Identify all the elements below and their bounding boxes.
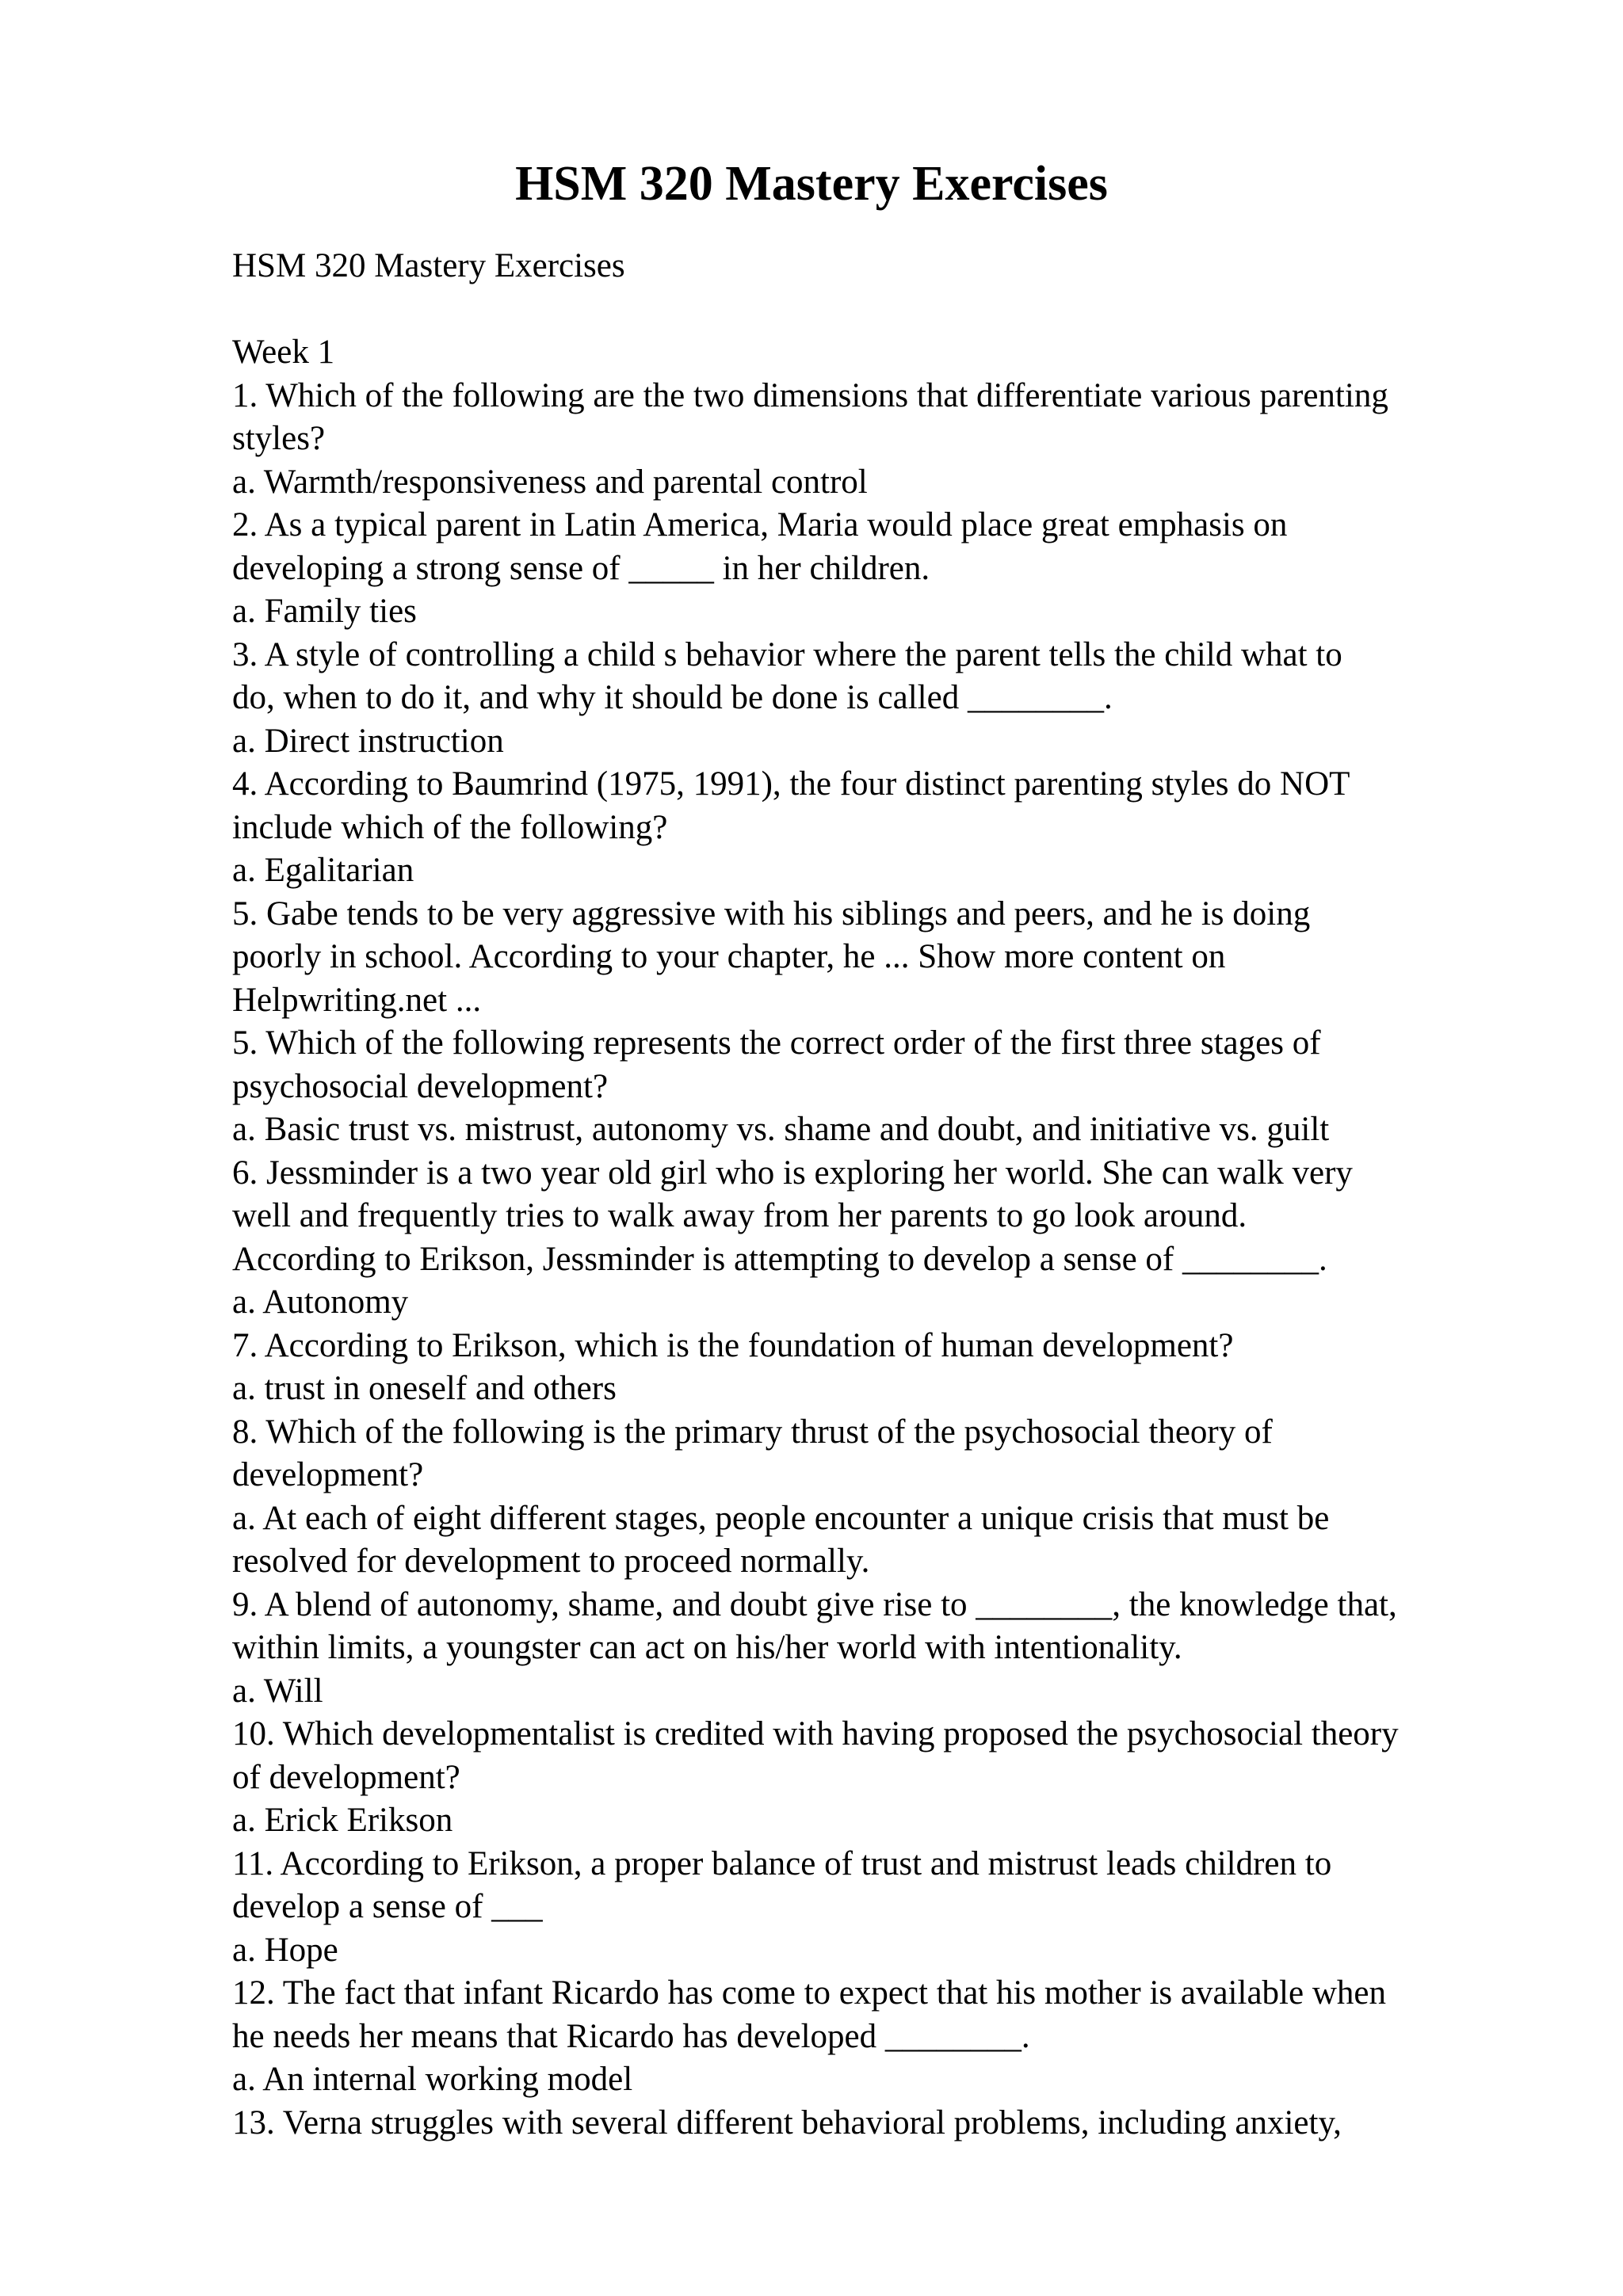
text-line: a. Egalitarian — [232, 852, 414, 889]
week-heading: Week 1 — [232, 334, 335, 371]
text-line: psychosocial development? — [232, 1067, 609, 1105]
text-line: a. Will — [232, 1672, 323, 1710]
text-line: do, when to do it, and why it should be done is called ________. — [232, 679, 1113, 716]
text-line: include which of the following? — [232, 808, 668, 846]
text-line: 7. According to Erikson, which is the foundation of human development? — [232, 1326, 1234, 1364]
text-line: develop a sense of ___ — [232, 1888, 543, 1925]
document-body — [232, 245, 1532, 2145]
text-line: he needs her means that Ricardo has developed ________. — [232, 2017, 1030, 2055]
paragraph-spacer — [232, 288, 1532, 332]
text-line: a. Hope — [232, 1931, 338, 1969]
text-line: Helpwriting.net ... — [232, 981, 482, 1019]
text-line: a. Autonomy — [232, 1283, 409, 1321]
document-title: HSM 320 Mastery Exercises — [515, 157, 1108, 211]
text-line: styles? — [232, 420, 326, 457]
text-line: a. Direct instruction — [232, 722, 504, 760]
text-line: resolved for development to proceed normally. — [232, 1543, 870, 1580]
text-line: a. An internal working model — [232, 2061, 633, 2098]
text-line: a. Family ties — [232, 593, 417, 630]
text-line: a. Basic trust vs. mistrust, autonomy vs. shame and doubt, and initiative vs. guilt — [232, 1111, 1330, 1148]
text-line: 2. As a typical parent in Latin America, Maria would place great emphasis on — [232, 506, 1288, 543]
text-line: a. Erick Erikson — [232, 1802, 453, 1839]
text-line: 11. According to Erikson, a proper balance of trust and mistrust leads children to — [232, 1844, 1332, 1882]
text-line: 6. Jessminder is a two year old girl who is exploring her world. She can walk very — [232, 1154, 1353, 1192]
text-line: developing a strong sense of _____ in her children. — [232, 549, 930, 587]
question-list — [232, 375, 1532, 2145]
text-line: 13. Verna struggles with several different behavioral problems, including anxiety, — [232, 2103, 1342, 2142]
text-line: 12. The fact that infant Ricardo has come to expect that his mother is available when — [232, 1974, 1386, 2012]
text-line: 5. Which of the following represents the correct order of the first three stages of — [232, 1024, 1321, 1062]
text-line: poorly in school. According to your chapter, he ... Show more content on — [232, 938, 1226, 975]
text-line: well and frequently tries to walk away from her parents to go look around. — [232, 1197, 1247, 1234]
text-line: 4. According to Baumrind (1975, 1991), the four distinct parenting styles do NOT — [232, 765, 1350, 803]
text-line: 9. A blend of autonomy, shame, and doubt give rise to ________, the knowledge that, — [232, 1585, 1397, 1623]
text-line: 10. Which developmentalist is credited with having proposed the psychosocial theory — [232, 1715, 1399, 1753]
text-line: According to Erikson, Jessminder is attempting to develop a sense of ________. — [232, 1240, 1327, 1278]
text-line: 3. A style of controlling a child s behavior where the parent tells the child what to — [232, 635, 1342, 673]
text-line: 5. Gabe tends to be very aggressive with his siblings and peers, and he is doing — [232, 894, 1311, 933]
text-line: a. trust in oneself and others — [232, 1370, 617, 1407]
text-line: of development? — [232, 1758, 460, 1796]
text-line: a. Warmth/responsiveness and parental control — [232, 463, 868, 501]
text-line: a. At each of eight different stages, people encounter a unique crisis that must be — [232, 1499, 1330, 1537]
text-line: within limits, a youngster can act on his/her world with intentionality. — [232, 1629, 1182, 1666]
text-line: development? — [232, 1456, 424, 1493]
text-line: 8. Which of the following is the primary thrust of the psychosocial theory of — [232, 1413, 1273, 1451]
document-subtitle: HSM 320 Mastery Exercises — [232, 247, 625, 284]
text-line: 1. Which of the following are the two dimensions that differentiate various parenting — [232, 376, 1388, 414]
